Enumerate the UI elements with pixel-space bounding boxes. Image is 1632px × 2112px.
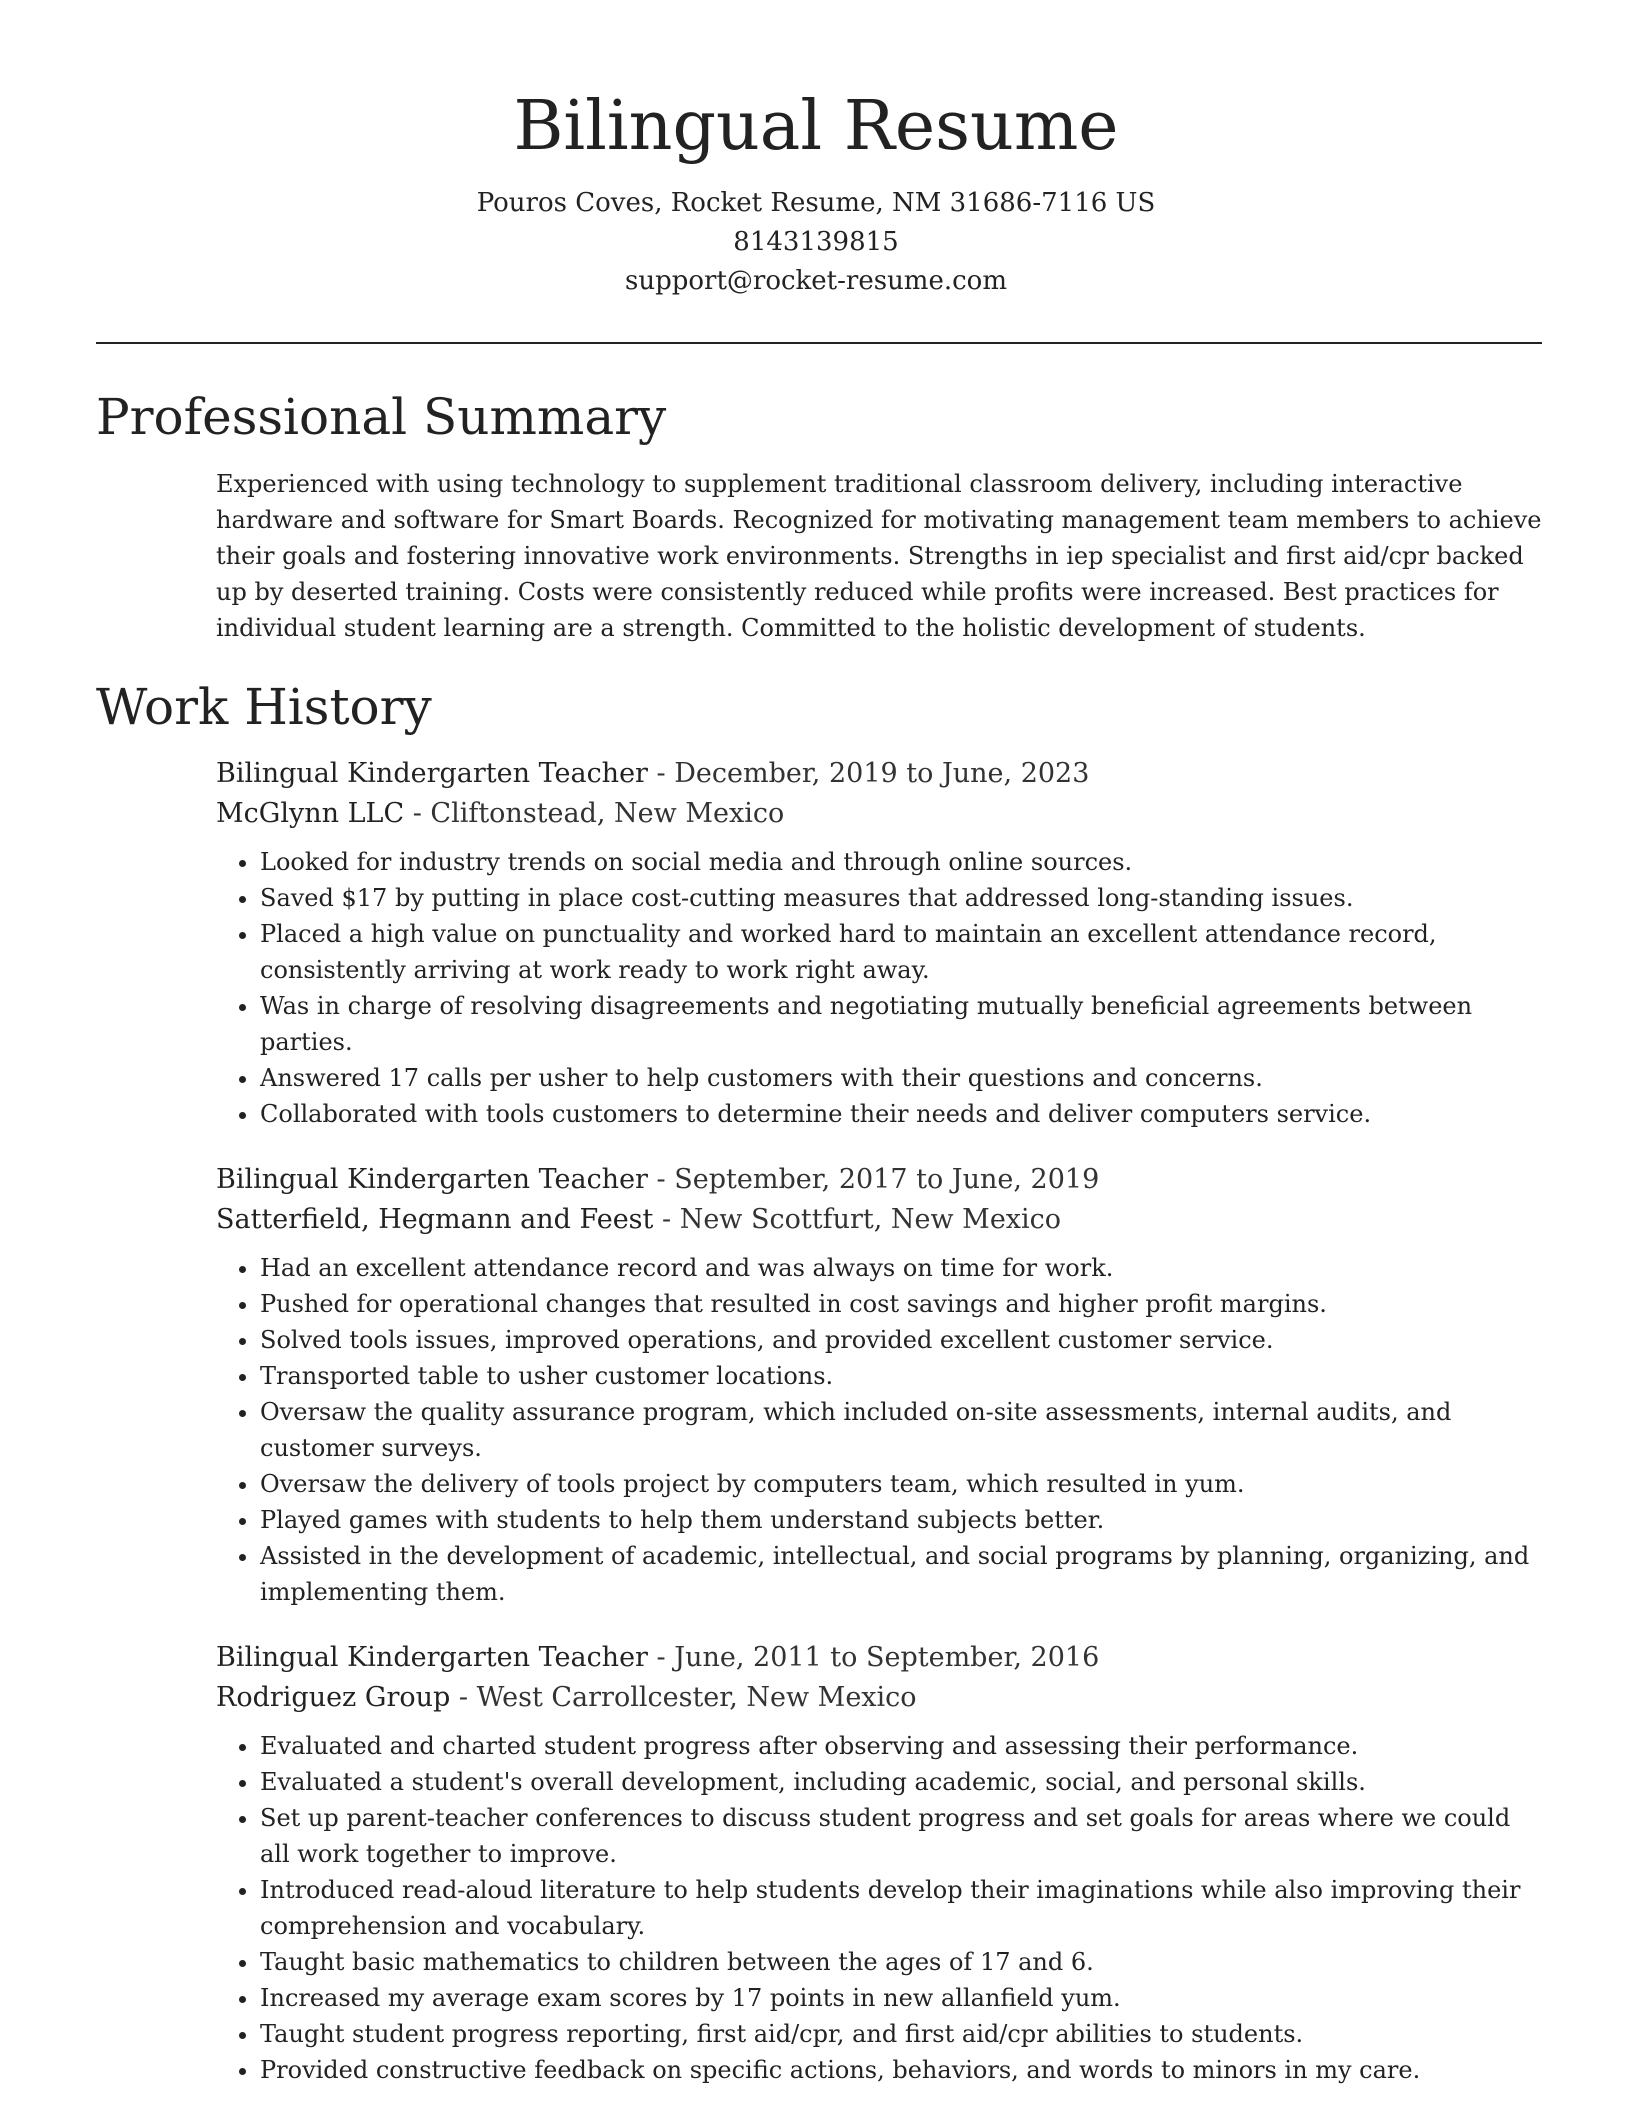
job-bullet-item: • Looked for industry trends on social media and through online sources. (260, 844, 1542, 880)
contact-info (0, 184, 1632, 301)
resume-content (96, 382, 1542, 2088)
job-list (96, 754, 1542, 2088)
job-company: Rodriguez Group (216, 1682, 451, 1713)
job-company-line (216, 1200, 1542, 1240)
job-entry (216, 754, 1542, 1132)
job-bullet-item: • Solved tools issues, improved operations, and provided excellent customer service. (260, 1322, 1542, 1358)
job-company-line (216, 1678, 1542, 1718)
job-separator: - (647, 758, 675, 789)
job-bullet-item: • Placed a high value on punctuality and worked hard to maintain an excellent attendance record, consistently arriving at work ready to work right away. (260, 916, 1542, 988)
job-separator: - (404, 798, 431, 829)
job-bullet-item: • Introduced read-aloud literature to help students develop their imaginations while also improving their comprehension and vocabulary. (260, 1872, 1542, 1944)
work-history-heading: Work History (96, 678, 432, 736)
job-title: Bilingual Kindergarten Teacher (216, 1164, 648, 1195)
job-bullet-item: • Oversaw the quality assurance program, which included on-site assessments, internal audits, and customer surveys. (260, 1394, 1542, 1466)
job-dates: June, 2011 to September, 2016 (674, 1642, 1100, 1673)
contact-address: Pouros Coves, Rocket Resume, NM 31686-7116 US (476, 188, 1156, 218)
header-divider (96, 342, 1542, 344)
job-bullet-list (216, 844, 1542, 1132)
job-bullet-item: • Oversaw the delivery of tools project by computers team, which resulted in yum. (260, 1466, 1542, 1502)
job-company-line (216, 794, 1542, 834)
job-bullet-item: • Set up parent-teacher conferences to discuss student progress and set goals for areas where we could all work together to improve. (260, 1800, 1542, 1872)
job-separator: - (647, 1642, 675, 1673)
job-bullet-item: • Provided constructive feedback on specific actions, behaviors, and words to minors in my care. (260, 2052, 1542, 2088)
work-history-section (96, 672, 1542, 2088)
summary-text: Experienced with using technology to supplement traditional classroom delivery, including interactive hardware and software for Smart Boards. Recognized for motivating management team members to achieve their goals and fostering innovative work environments. Strengths in iep specialist and first aid/cpr backed up by deserted training. Costs were consistently reduced while profits were increased. Best practices for individual student learning are a strength. Committed to the holistic development of students. (216, 470, 1542, 642)
job-bullet-item: • Saved $17 by putting in place cost-cutting measures that addressed long-standing issues. (260, 880, 1542, 916)
job-title-line (216, 1160, 1542, 1200)
job-bullet-item: • Played games with students to help them understand subjects better. (260, 1502, 1542, 1538)
job-title-line (216, 1638, 1542, 1678)
job-bullet-item: • Increased my average exam scores by 17 points in new allanfield yum. (260, 1980, 1542, 2016)
job-bullet-item: • Taught basic mathematics to children between the ages of 17 and 6. (260, 1944, 1542, 1980)
job-separator: - (647, 1164, 675, 1195)
job-bullet-item: • Evaluated and charted student progress after observing and assessing their performance. (260, 1728, 1542, 1764)
job-bullet-item: • Transported table to usher customer locations. (260, 1358, 1542, 1394)
summary-section (96, 382, 1542, 646)
job-entry (216, 1638, 1542, 2088)
job-bullet-item: • Collaborated with tools customers to determine their needs and deliver computers service. (260, 1096, 1542, 1132)
job-separator: - (450, 1682, 477, 1713)
contact-email: support@rocket-resume.com (624, 266, 1007, 296)
job-bullet-item: • Was in charge of resolving disagreements and negotiating mutually beneficial agreements between parties. (260, 988, 1542, 1060)
resume-name: Bilingual Resume (513, 87, 1119, 166)
job-bullet-item: • Evaluated a student's overall development, including academic, social, and personal skills. (260, 1764, 1542, 1800)
job-entry (216, 1160, 1542, 1610)
job-company: Satterfield, Hegmann and Feest (216, 1204, 654, 1235)
job-bullet-item: • Answered 17 calls per usher to help customers with their questions and concerns. (260, 1060, 1542, 1096)
job-separator: - (653, 1204, 680, 1235)
job-bullet-item: • Taught student progress reporting, first aid/cpr, and first aid/cpr abilities to students. (260, 2016, 1542, 2052)
job-title: Bilingual Kindergarten Teacher (216, 1642, 648, 1673)
contact-phone: 8143139815 (733, 227, 899, 257)
summary-heading: Professional Summary (96, 388, 667, 446)
job-location: West Carrollcester, New Mexico (476, 1682, 917, 1713)
job-dates: December, 2019 to June, 2023 (674, 758, 1090, 789)
job-company: McGlynn LLC (216, 798, 405, 829)
resume-header (0, 0, 1632, 301)
job-title: Bilingual Kindergarten Teacher (216, 758, 648, 789)
job-title-line (216, 754, 1542, 794)
job-bullet-item: • Assisted in the development of academic, intellectual, and social programs by planning, organizing, and implementing them. (260, 1538, 1542, 1610)
job-location: Cliftonstead, New Mexico (430, 798, 785, 829)
job-bullet-item: • Pushed for operational changes that resulted in cost savings and higher profit margins. (260, 1286, 1542, 1322)
job-dates: September, 2017 to June, 2019 (674, 1164, 1100, 1195)
job-bullet-item: • Had an excellent attendance record and was always on time for work. (260, 1250, 1542, 1286)
job-bullet-list (216, 1250, 1542, 1610)
job-bullet-list (216, 1728, 1542, 2088)
job-location: New Scottfurt, New Mexico (679, 1204, 1062, 1235)
